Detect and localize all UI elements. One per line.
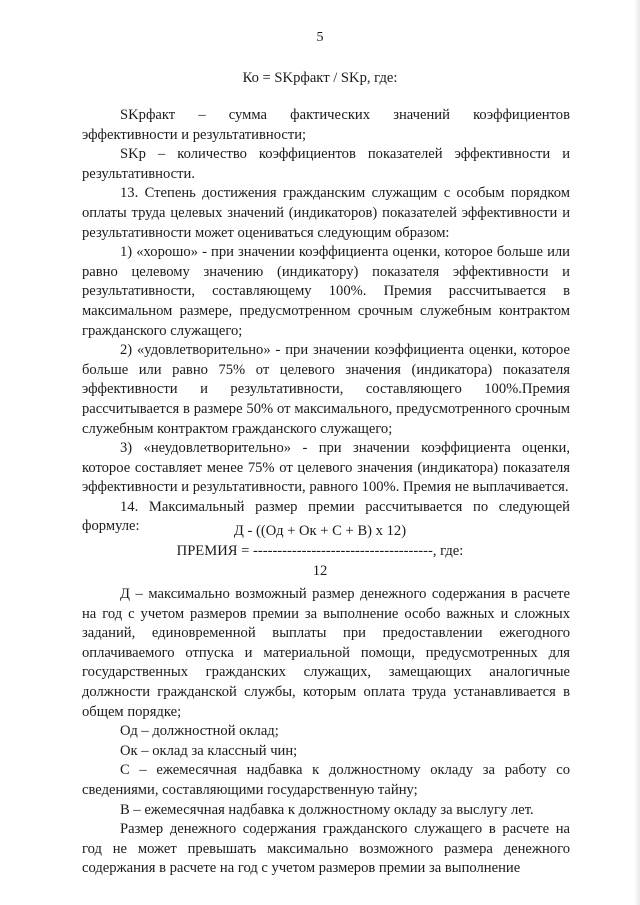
paragraph-ok: Ок – оклад за классный чин; (120, 742, 298, 759)
paragraph-s: С – ежемесячная надбавка к должностному окладу за работу со сведениями, составляющими государственную тайну; (82, 762, 570, 798)
formula-ko: Ко = SKрфакт / SKр, где: (242, 70, 398, 86)
paragraph-v: В – ежемесячная надбавка к должностному окладу за выслугу лет. (120, 801, 534, 818)
formula-denominator: 12 (312, 563, 328, 579)
page-number: 5 (316, 30, 324, 45)
paragraph-13-1: 1) «хорошо» - при значении коэффициента оценки, которое больше или равно целевому значению (индикатору) показателя эффективности и результативности, составляющему 100%. Премия рассчитывается в максимальном размере, предусмотренном срочным служебным контрактом гражданского служащего; (82, 244, 570, 339)
text-block-2 (82, 585, 570, 879)
formula-numerator: Д - ((Од + Ок + С + В) х 12) (233, 523, 407, 539)
paragraph-skr: SKр – количество коэффициентов показателей эффективности и результативности. (82, 146, 570, 182)
paragraph-skrfakt: SKрфакт – сумма фактических значений коэффициентов эффективности и результативности; (82, 107, 570, 143)
text-block-1 (82, 106, 570, 537)
paragraph-d: Д – максимально возможный размер денежного содержания в расчете на год с учетом размеров премии за выполнение особо важных и сложных заданий, единовременной выплаты при предоставлении ежегодного оплачиваемого отпуска и материальной помощи, предусмотренных для государственных гражданских служащих, замещающих аналогичные должности гражданской службы, которым оплата труда устанавливается в общем порядке; (82, 586, 570, 720)
formula-premia-line: ПРЕМИЯ = -------------------------------------, где: (176, 543, 464, 559)
paragraph-14: 14. Максимальный размер премии рассчитывается по следующей формуле: (82, 498, 570, 535)
paragraph-13-2: 2) «удовлетворительно» - при значении коэффициента оценки, которое больше или равно 75% от целевого значения (индикатора) показателя эффективности и результативности, составляющего 100%.Премия рассчитывается в размере 50% от максимального, предусмотренного срочным служебным контрактом гражданского служащего; (82, 342, 570, 437)
scan-edge-shadow (634, 0, 640, 905)
paragraph-13: 13. Степень достижения гражданским служащим с особым порядком оплаты труда целевых значений (индикаторов) показателей эффективности и результативности может оцениваться следующим образом: (82, 185, 570, 241)
paragraph-limit: Размер денежного содержания гражданского служащего в расчете на год не может превышать максимально возможного размера денежного содержания в расчете на год с учетом размеров премии за выполнение (82, 821, 570, 877)
paragraph-od: Од – должностной оклад; (120, 723, 279, 740)
paragraph-13-3: 3) «неудовлетворительно» - при значении коэффициента оценки, которое составляет менее 75% от целевого значения (индикатора) показателя эффективности и результативности, равного 100%. Премия не выплачивается. (82, 440, 570, 496)
